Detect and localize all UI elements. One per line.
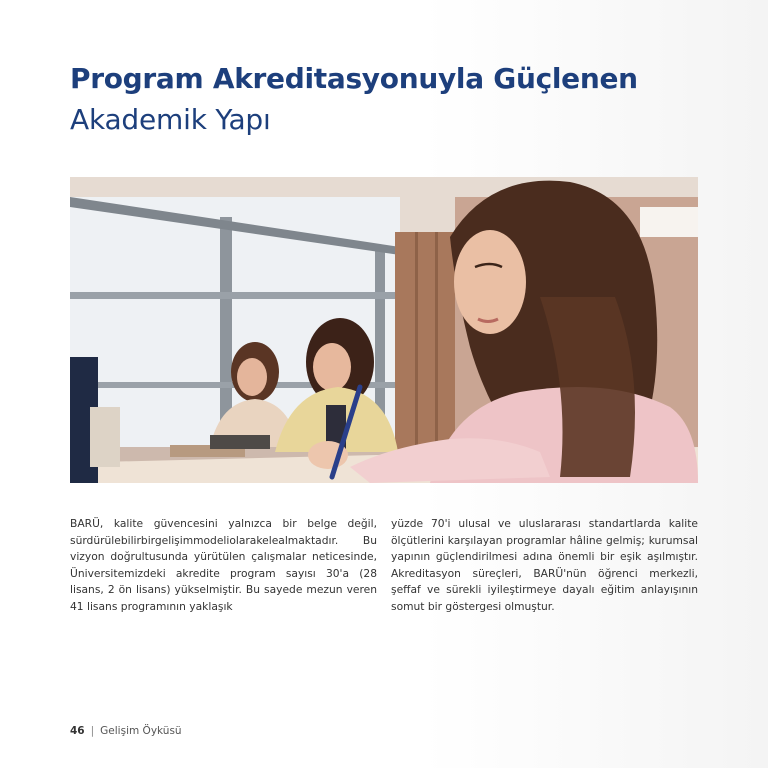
page-subtitle: Akademik Yapı (70, 103, 271, 136)
body-text-left-column: BARÜ, kalite güvencesini yalnızca bir belge değil, sürdürülebilirbirgelişimmodeliolarakelealmaktadır. Bu vizyon doğrultusunda yürütülen çalışmalar neticesinde, Üniversitemizdeki akredite program sayısı 30'a (28 lisans, 2 ön lisans) yükselmiştir. Bu sayede mezun veren 41 lisans programının yaklaşık (70, 517, 377, 613)
page-title: Program Akreditasyonuyla Güçlenen (70, 62, 638, 95)
footer-separator: | (90, 725, 95, 737)
page-footer (70, 725, 182, 737)
classroom-photo (70, 177, 698, 483)
classroom-photo-illustration (70, 177, 698, 483)
footer-section-title: Gelişim Öyküsü (100, 725, 182, 737)
page-number: 46 (70, 725, 85, 737)
body-text-right-column: yüzde 70'i ulusal ve uluslararası standartlarda kalite ölçütlerini karşılayan programlar hâline gelmiş; kurumsal yapının güçlendirilmesi adına önemli bir eşik aşılmıştır. Akreditasyon süreçleri, BARÜ'nün öğrenci merkezli, şeffaf ve sürekli iyileştirmeye dayalı eğitim anlayışının somut bir göstergesi olmuştur. (391, 517, 698, 613)
